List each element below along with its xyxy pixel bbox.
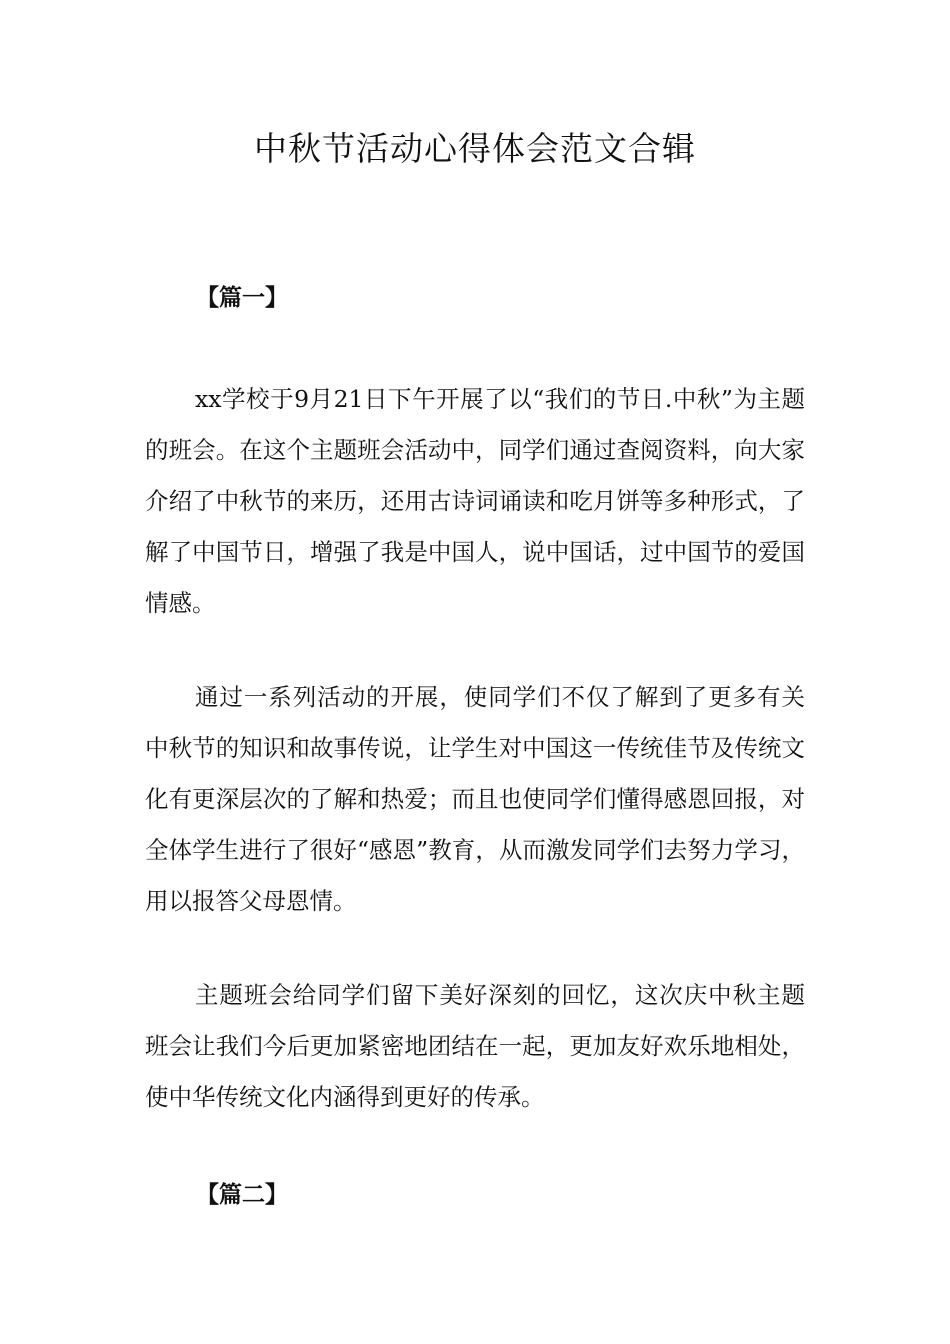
paragraph-2: 通过一系列活动的开展，使同学们不仅了解到了更多有关中秋节的知识和故事传说，让学生对中国这一传统佳节及传统文化有更深层次的了解和热爱；而且也使同学们懂得感恩回报，对全体学生进行了很好“感恩”教育，从而激发同学们去努力学习，用以报答父母恩情。 bbox=[145, 683, 805, 915]
section-heading-2: 【篇二】 bbox=[196, 1181, 288, 1208]
paragraph-1: xx学校于9月21日下午开展了以“我们的节日.中秋”为主题的班会。在这个主题班会活动中，同学们通过查阅资料，向大家介绍了中秋节的来历，还用古诗词诵读和吃月饼等多种形式，了解了中国节日，增强了我是中国人，说中国话，过中国节的爱国情感。 bbox=[145, 385, 805, 617]
paragraph-3: 主题班会给同学们留下美好深刻的回忆，这次庆中秋主题班会让我们今后更加紧密地团结在一起，更加友好欢乐地相处，使中华传统文化内涵得到更好的传承。 bbox=[145, 981, 805, 1111]
document-title: 中秋节活动心得体会范文合辑 bbox=[254, 129, 696, 168]
section-heading-1: 【篇一】 bbox=[196, 284, 288, 311]
